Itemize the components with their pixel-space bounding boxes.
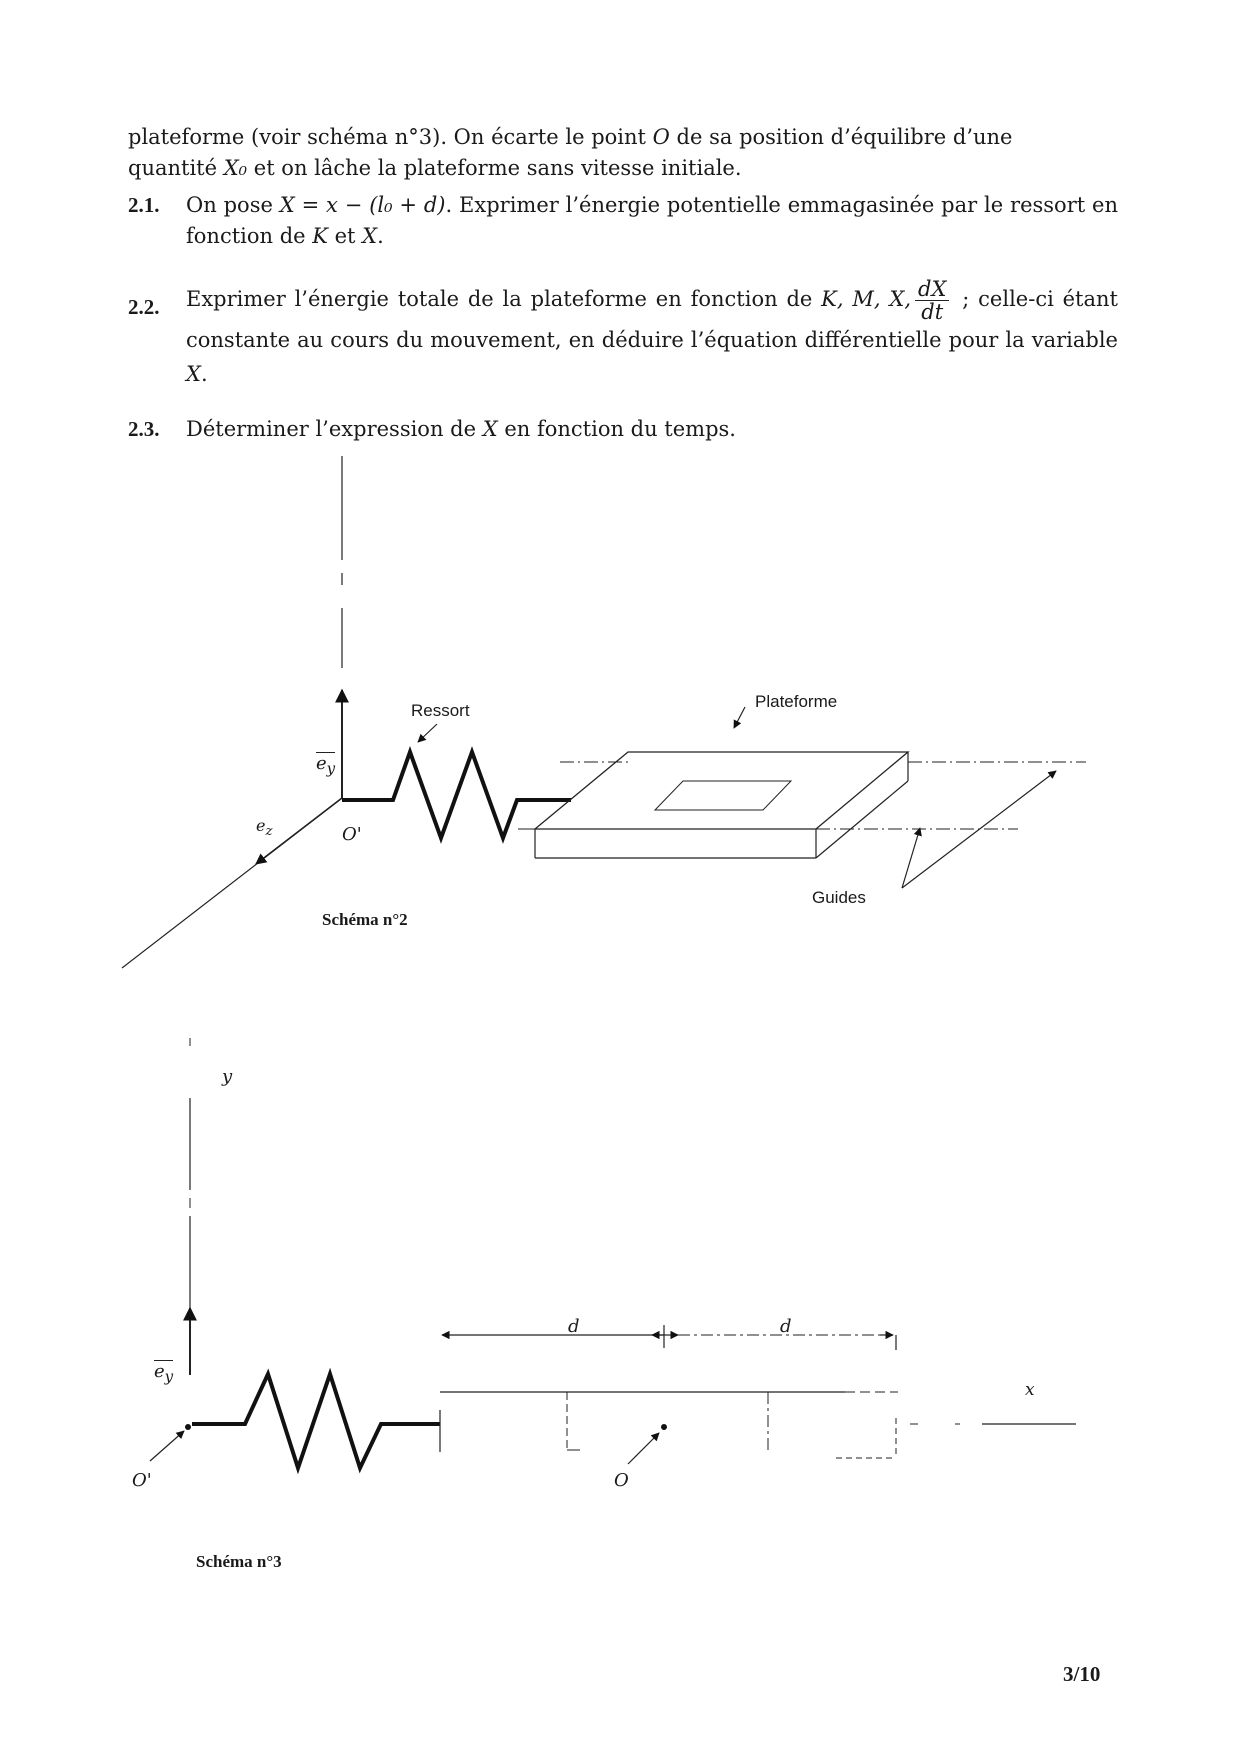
question-number: 2.2. — [128, 295, 160, 319]
y-label: y — [222, 1066, 233, 1087]
platform-top — [535, 752, 908, 829]
intro-text: de sa position d’équilibre d’une — [669, 125, 1013, 149]
ressort-label: Ressort — [411, 701, 470, 720]
guides-label: Guides — [812, 888, 866, 907]
schema-2-title: Schéma n°2 — [322, 910, 408, 929]
x-label: x — [1025, 1380, 1035, 1400]
ey-label: $e_y$ — [154, 1361, 174, 1386]
ressort-pointer — [418, 724, 437, 742]
guides-arrow-2 — [902, 828, 920, 888]
question-text: Déterminer l’expression de X en fonction du temps. — [186, 417, 736, 441]
schema-3 — [150, 1038, 1076, 1468]
point-o-dot — [661, 1424, 667, 1430]
question-text: On pose X = x − (l₀ + d). Exprimer l’énergie potentielle emmagasinée par le ressort en fonction de K et X. — [186, 193, 1118, 248]
ez-label: $e_z$ — [256, 816, 273, 840]
question-number: 2.1. — [128, 193, 160, 217]
x0-symbol: X₀ — [223, 156, 248, 180]
equation: X = x − (l₀ + d) — [279, 193, 446, 217]
question-text: Exprimer l’énergie totale de la plateforme en fonction de K, M, X, $\frac{dX}{dt}$ ; celle-ci étant constante au cours du mouvement, en déduire l’équation différentielle pour la variable X. — [186, 277, 1118, 386]
fraction-dx-dt: $\frac{dX}{dt}$ — [915, 278, 949, 323]
d-label-left: d — [568, 1316, 580, 1337]
d-label-right: d — [780, 1316, 792, 1337]
ey-label: $e_y$ — [316, 753, 336, 778]
platform-inner — [655, 781, 791, 810]
intro-text: plateforme (voir schéma n°3). On écarte le point — [128, 125, 653, 149]
point-o: O — [652, 125, 670, 149]
spring — [192, 1374, 440, 1468]
intro-text: quantité — [128, 156, 224, 180]
origin-label: O' — [132, 1470, 152, 1491]
schema-3-title: Schéma n°3 — [196, 1552, 282, 1571]
plateforme-pointer — [734, 707, 745, 728]
spring — [342, 752, 571, 838]
schema-2 — [122, 456, 1086, 968]
point-o-label: O — [614, 1470, 629, 1491]
origin-dot — [185, 1424, 191, 1430]
page-number: 3/10 — [1063, 1662, 1101, 1686]
question-number: 2.3. — [128, 417, 160, 441]
intro-text: et on lâche la plateforme sans vitesse initiale. — [247, 156, 742, 180]
origin-label: O' — [342, 824, 362, 845]
plateforme-label: Plateforme — [755, 692, 838, 711]
